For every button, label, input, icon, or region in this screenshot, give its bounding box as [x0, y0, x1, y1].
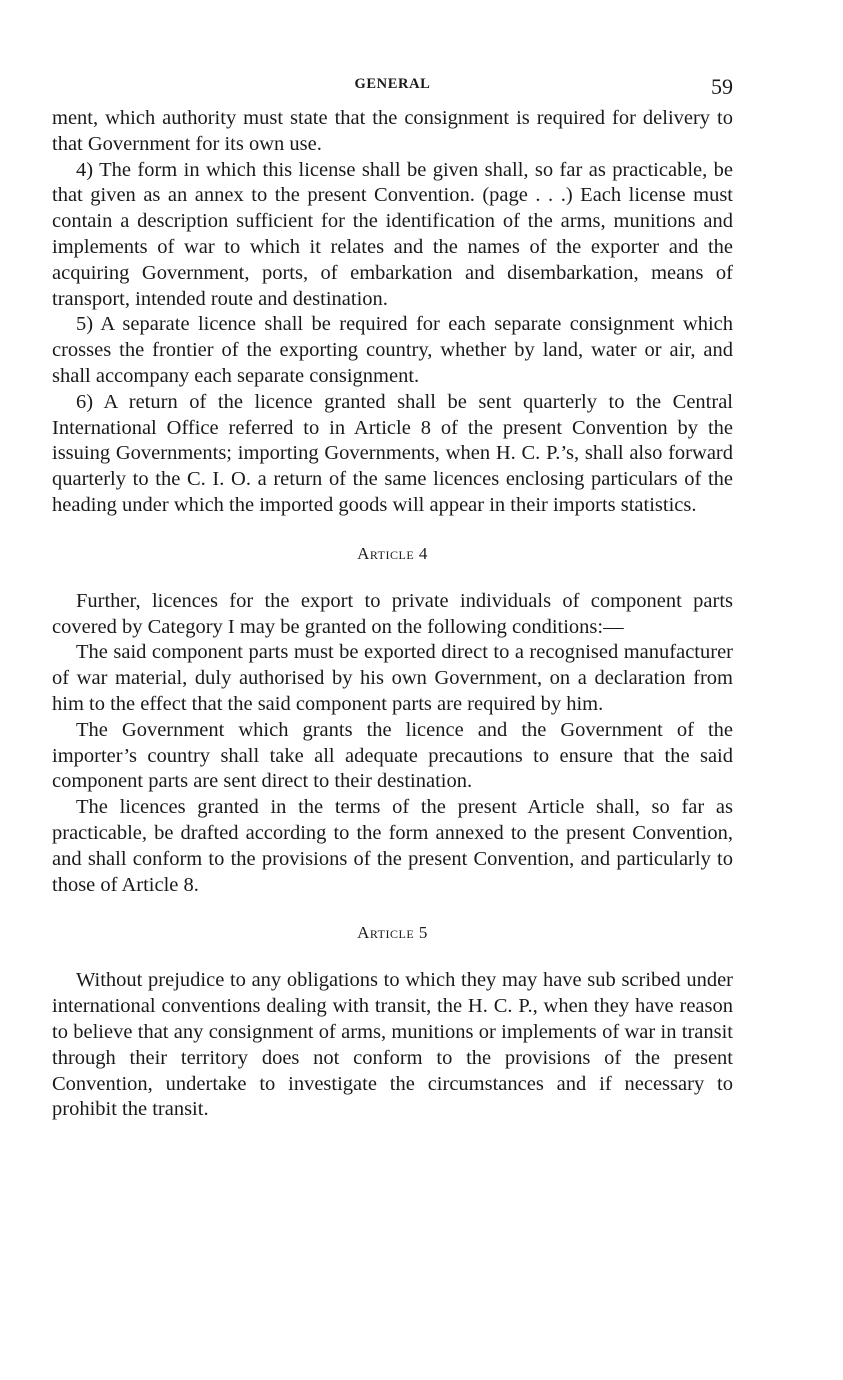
paragraph-item-5: 5) A separate licence shall be required for each separate consignment which crosses the frontier of the exporting country, whether by land, water or air, and shall accompany each separate consignment. — [52, 313, 733, 387]
article-4-paragraph: The Government which grants the licence and the Government of the importer’s country shall take all adequate precautions to ensure that the said component parts are sent direct to their destination. — [52, 718, 733, 793]
article-4-paragraph: Further, licences for the export to private individuals of component parts covered by Category I may be granted on the following conditions:— — [52, 589, 733, 638]
article-5-heading: Article 5 — [357, 923, 428, 943]
article-4-paragraph: The said component parts must be exported direct to a recognised manufacturer of war material, duly authorised by his own Government, on a declaration from him to the effect that the said component parts are required by him. — [52, 641, 733, 715]
paragraph-item-6: 6) A return of the licence granted shall be sent quarterly to the Central International Office referred to in Article 8 of the present Convention by the issuing Governments; importing Governments, when H. C. P.’s, shall also forward quarterly to the C. I. O. a return of the same licences enclosing particulars of the heading under which the imported goods will appear in their imports statistics. — [52, 390, 733, 516]
paragraph-continuation: ment, which authority must state that the consignment is required for delivery to that Government for its own use. — [52, 107, 733, 155]
page-number: 59 — [711, 74, 733, 99]
document-body — [52, 106, 733, 1123]
article-4-paragraph: The licences granted in the terms of the present Article shall, so far as practicable, be drafted according to the form annexed to the present Convention, and shall conform to the provisions of the present Convention, and particularly to those of Article 8. — [52, 796, 733, 896]
article-5-paragraph: Without prejudice to any obligations to which they may have sub scribed under international conventions dealing with transit, the H. C. P., when they have reason to believe that any consignment of arms, munitions or implements of war in transit through their territory does not conform to the provisions of the present Convention, undertake to investigate the circumstances and if necessary to prohibit the transit. — [52, 969, 733, 1121]
running-title: GENERAL — [354, 76, 431, 92]
paragraph-item-4: 4) The form in which this license shall be given shall, so far as practicable, be that given as an annex to the present Convention. (page . . .) Each license must contain a description sufficient for the identification of the arms, munitions and implements of war to which it relates and the names of the exporter and the acquiring Government, ports, of embarkation and disembarkation, means of transport, intended route and destination. — [52, 158, 733, 310]
article-4-heading: Article 4 — [357, 543, 428, 563]
document-page — [52, 70, 733, 1123]
running-header — [52, 70, 733, 106]
